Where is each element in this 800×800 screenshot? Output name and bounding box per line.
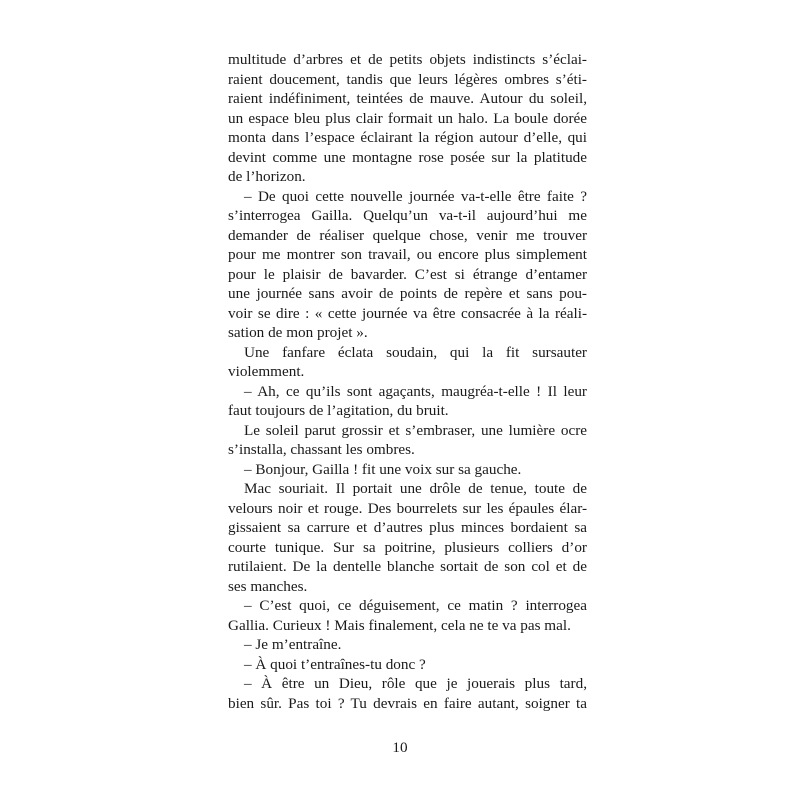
text-line: violemment. bbox=[228, 363, 305, 380]
text-line: bien sûr. Pas toi ? Tu devrais en faire autant, soigner ta bbox=[228, 694, 587, 712]
text-line: s’installa, chassant les ombres. bbox=[228, 441, 415, 458]
text-line: Gallia. Curieux ! Mais finalement, cela ne te va pas mal. bbox=[228, 616, 571, 634]
text-line: monta dans l’espace éclairant la région autour d’elle, qui bbox=[228, 129, 587, 146]
text-line: s’interrogea Gailla. Quelqu’un va-t-il aujourd’hui me bbox=[228, 207, 587, 224]
text-line: – De quoi cette nouvelle journée va-t-elle être faite ? bbox=[244, 187, 587, 205]
text-line: – Je m’entraîne. bbox=[244, 636, 342, 653]
text-line: Mac souriait. Il portait une drôle de tenue, toute de bbox=[244, 480, 587, 497]
text-line: raient indéfiniment, teintées de mauve. Autour du soleil, bbox=[228, 90, 587, 107]
text-line: voir se dire : « cette journée va être consacrée à la réali- bbox=[228, 304, 587, 322]
text-line: – Bonjour, Gailla ! fit une voix sur sa gauche. bbox=[244, 460, 522, 478]
text-line: – C’est quoi, ce déguisement, ce matin ? interrogea bbox=[244, 597, 587, 614]
page-number: 10 bbox=[392, 739, 408, 756]
text-line: multitude d’arbres et de petits objets indistincts s’éclai- bbox=[228, 51, 587, 68]
text-line: raient doucement, tandis que leurs légères ombres s’éti- bbox=[228, 70, 587, 88]
text-line: pour me montrer son travail, ou encore plus simplement bbox=[228, 246, 587, 263]
text-line: une journée sans avoir de points de repère et sans pou- bbox=[228, 285, 587, 302]
text-line: sation de mon projet ». bbox=[228, 324, 368, 341]
text-line: rutilaient. De la dentelle blanche sortait de son col et de bbox=[228, 558, 587, 575]
text-line: Une fanfare éclata soudain, qui la fit sursauter bbox=[244, 343, 587, 361]
text-line: Le soleil parut grossir et s’embraser, une lumière ocre bbox=[244, 421, 587, 439]
text-line: – Ah, ce qu’ils sont agaçants, maugréa-t-elle ! Il leur bbox=[244, 382, 587, 400]
text-line: courte tunique. Sur sa poitrine, plusieurs colliers d’or bbox=[228, 538, 587, 556]
page-body bbox=[228, 50, 587, 713]
text-line: un espace bleu plus clair formait un halo. La boule dorée bbox=[228, 109, 587, 127]
text-line: de l’horizon. bbox=[228, 168, 306, 185]
text-line: pour le plaisir de bavarder. C’est si étrange d’entamer bbox=[228, 265, 587, 283]
text-line: devint comme une montagne rose posée sur la platitude bbox=[228, 148, 587, 166]
text-line: demander de réaliser quelque chose, venir me trouver bbox=[228, 226, 587, 244]
text-line: gissaient sa carrure et d’autres plus minces bordaient sa bbox=[228, 519, 587, 536]
text-line: – À quoi t’entraînes-tu donc ? bbox=[244, 655, 426, 673]
text-line: faut toujours de l’agitation, du bruit. bbox=[228, 402, 449, 419]
text-line: ses manches. bbox=[228, 577, 308, 595]
text-line: velours noir et rouge. Des bourrelets sur les épaules élar- bbox=[228, 499, 587, 517]
text-line: – À être un Dieu, rôle que je jouerais plus tard, bbox=[244, 675, 587, 692]
